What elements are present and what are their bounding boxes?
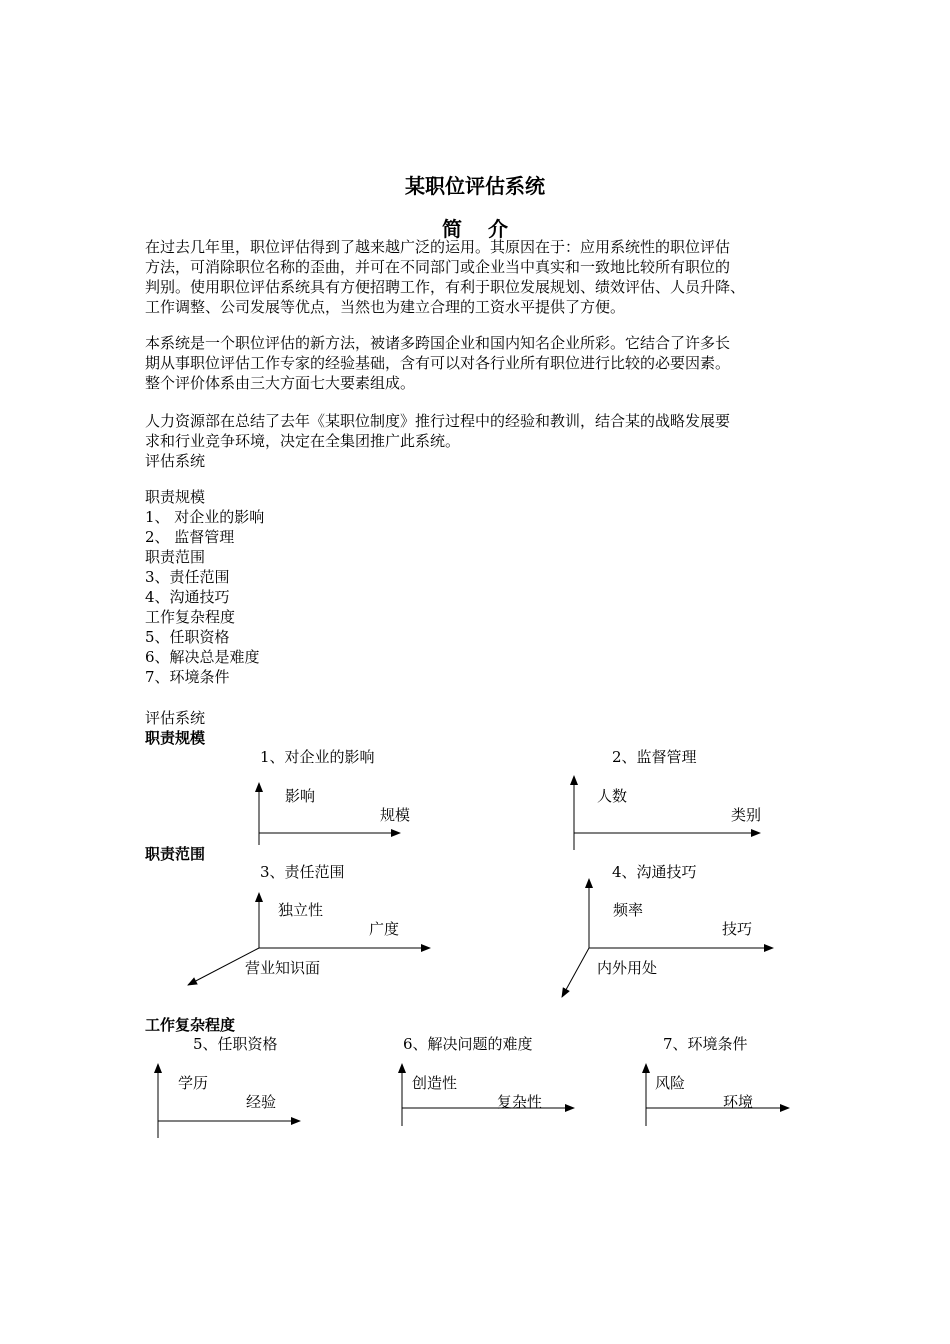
outline-item: 3、责任范围 bbox=[145, 568, 230, 586]
diagram-7-x-label: 环境 bbox=[723, 1093, 754, 1111]
intro-line: 工作调整、公司发展等优点，当然也为建立合理的工资水平提供了方便。 bbox=[145, 298, 626, 316]
diagram-3-z-label: 营业知识面 bbox=[245, 959, 321, 977]
intro-line: 本系统是一个职位评估的新方法，被诸多跨国企业和国内知名企业所彩。它结合了许多长 bbox=[145, 334, 731, 352]
diagram-7-title: 7、环境条件 bbox=[663, 1035, 748, 1053]
intro-line: 期从事职位评估工作专家的经验基础，含有可以对各行业所有职位进行比较的必要因素。 bbox=[145, 354, 731, 372]
diagram-1-x-label: 规模 bbox=[380, 806, 411, 824]
outline-item: 4、沟通技巧 bbox=[145, 588, 230, 606]
outline-item: 职责规模 bbox=[145, 488, 206, 506]
diagram-5-y-label: 学历 bbox=[178, 1074, 209, 1092]
intro-line: 在过去几年里，职位评估得到了越来越广泛的运用。其原因在于：应用系统性的职位评估 bbox=[145, 238, 731, 256]
diagram-4-x-label: 技巧 bbox=[722, 920, 753, 938]
diagram-6-y-label: 创造性 bbox=[412, 1074, 458, 1092]
diagram-7-y-label: 风险 bbox=[655, 1074, 686, 1092]
group-heading-scale: 职责规模 bbox=[145, 729, 206, 747]
group-heading-scope: 职责范围 bbox=[145, 845, 206, 863]
diagram-1-y-label: 影响 bbox=[285, 787, 316, 805]
intro-line: 整个评价体系由三大方面七大要素组成。 bbox=[145, 374, 416, 392]
diagram-2-title: 2、监督管理 bbox=[612, 748, 697, 766]
intro-line: 判别。使用职位评估系统具有方便招聘工作，有利于职位发展规划、绩效评估、人员升降、 bbox=[145, 278, 746, 296]
diagram-4-z-label: 内外用处 bbox=[597, 959, 658, 977]
document-title: 某职位评估系统 bbox=[405, 174, 545, 198]
outline-item: 职责范围 bbox=[145, 548, 206, 566]
outline-item: 工作复杂程度 bbox=[145, 608, 236, 626]
diagram-section-label: 评估系统 bbox=[145, 709, 206, 727]
intro-paragraph-2 bbox=[145, 333, 825, 393]
diagram-3-y-label: 独立性 bbox=[278, 901, 324, 919]
diagram-3-x-label: 广度 bbox=[369, 920, 400, 938]
group-heading-complexity: 工作复杂程度 bbox=[145, 1016, 236, 1034]
outline-item: 7、环境条件 bbox=[145, 668, 230, 686]
diagram-6-x-label: 复杂性 bbox=[497, 1093, 543, 1111]
intro-paragraph-1 bbox=[145, 237, 825, 317]
diagram-1-title: 1、对企业的影响 bbox=[260, 748, 375, 766]
diagram-5-title: 5、任职资格 bbox=[193, 1035, 278, 1053]
diagram-4-title: 4、沟通技巧 bbox=[612, 863, 697, 881]
outline-item: 5、任职资格 bbox=[145, 628, 230, 646]
outline-list bbox=[145, 487, 825, 687]
outline-item: 2、 监督管理 bbox=[145, 528, 235, 546]
diagram-4-y-label: 频率 bbox=[613, 901, 644, 919]
intro-paragraph-3 bbox=[145, 411, 825, 471]
intro-label: 评估系统 bbox=[145, 452, 206, 470]
outline-item: 6、解决总是难度 bbox=[145, 648, 260, 666]
diagram-5-x-label: 经验 bbox=[246, 1093, 277, 1111]
intro-line: 人力资源部在总结了去年《某职位制度》推行过程中的经验和教训，结合某的战略发展要 bbox=[145, 412, 731, 430]
intro-line: 求和行业竞争环境，决定在全集团推广此系统。 bbox=[145, 432, 461, 450]
document-subtitle: 简介 bbox=[442, 217, 534, 241]
diagram-2-y-label: 人数 bbox=[597, 787, 628, 805]
intro-line: 方法，可消除职位名称的歪曲，并可在不同部门或企业当中真实和一致地比较所有职位的 bbox=[145, 258, 731, 276]
diagram-3-title: 3、责任范围 bbox=[260, 863, 345, 881]
diagram-2-x-label: 类别 bbox=[731, 806, 762, 824]
diagram-6-title: 6、解决问题的难度 bbox=[403, 1035, 533, 1053]
diagram-1-axes bbox=[259, 783, 400, 845]
outline-item: 1、 对企业的影响 bbox=[145, 508, 265, 526]
